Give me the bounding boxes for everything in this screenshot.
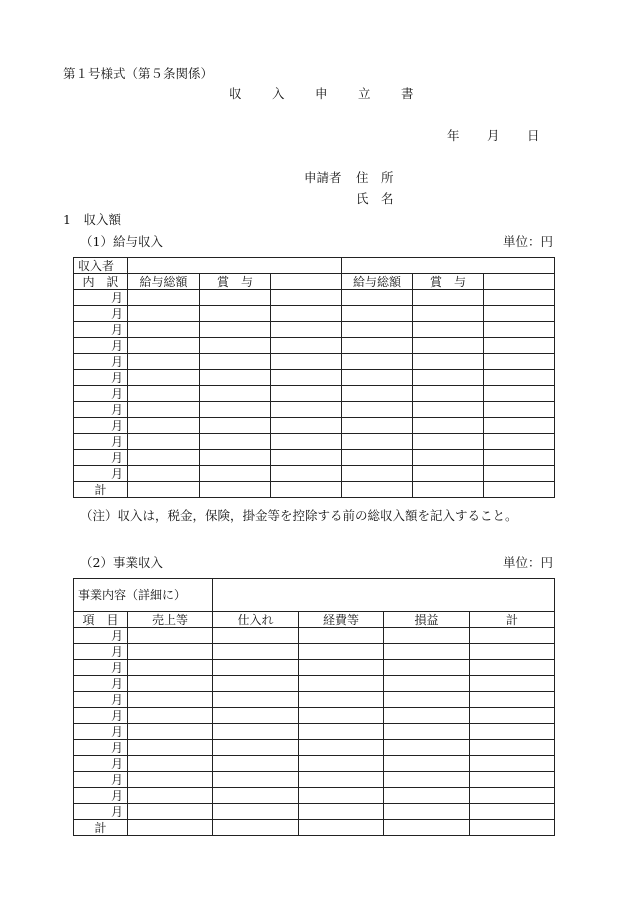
business-input-cell[interactable] — [384, 628, 470, 644]
salary-input-cell[interactable] — [271, 338, 342, 354]
business-input-cell[interactable] — [213, 756, 299, 772]
business-input-cell[interactable] — [470, 740, 555, 756]
gross-header: 給与総額 — [342, 274, 413, 290]
business-input-cell[interactable] — [384, 756, 470, 772]
month-label: 月 — [74, 708, 128, 724]
salary-input-cell[interactable] — [342, 466, 413, 482]
date-day: 日 — [527, 128, 540, 143]
salary-month-row — [74, 338, 555, 354]
business-input-cell[interactable] — [213, 740, 299, 756]
month-label: 月 — [74, 370, 128, 386]
salary-input-cell[interactable] — [484, 466, 555, 482]
business-input-cell[interactable] — [384, 788, 470, 804]
title-char: 入 — [272, 86, 285, 101]
business-month-row — [74, 628, 555, 644]
total-label: 計 — [74, 482, 128, 498]
salary-input-cell[interactable] — [342, 402, 413, 418]
salary-total-cell[interactable] — [271, 482, 342, 498]
month-label: 月 — [74, 804, 128, 820]
business-input-cell[interactable] — [470, 708, 555, 724]
salary-input-cell[interactable] — [128, 386, 200, 402]
salary-input-cell[interactable] — [128, 338, 200, 354]
business-input-cell[interactable] — [213, 772, 299, 788]
salary-input-cell[interactable] — [200, 306, 271, 322]
business-input-cell[interactable] — [213, 628, 299, 644]
business-input-cell[interactable] — [128, 804, 213, 820]
month-label: 月 — [74, 724, 128, 740]
business-input-cell[interactable] — [213, 660, 299, 676]
business-month-row — [74, 692, 555, 708]
business-input-cell[interactable] — [470, 724, 555, 740]
business-input-cell[interactable] — [213, 692, 299, 708]
business-input-cell[interactable] — [384, 708, 470, 724]
salary-total-cell[interactable] — [128, 482, 200, 498]
salary-input-cell[interactable] — [413, 306, 484, 322]
salary-input-cell[interactable] — [342, 418, 413, 434]
business-input-cell[interactable] — [299, 644, 384, 660]
salary-month-row — [74, 402, 555, 418]
salary-table — [73, 257, 555, 498]
business-input-cell[interactable] — [128, 772, 213, 788]
business-month-row — [74, 660, 555, 676]
salary-input-cell[interactable] — [342, 450, 413, 466]
salary-input-cell[interactable] — [413, 338, 484, 354]
month-label: 月 — [74, 772, 128, 788]
month-label: 月 — [74, 354, 128, 370]
month-label: 月 — [74, 644, 128, 660]
business-input-cell[interactable] — [470, 772, 555, 788]
business-total-cell[interactable] — [299, 820, 384, 836]
blank-header[interactable] — [271, 274, 342, 290]
business-input-cell[interactable] — [213, 724, 299, 740]
business-input-cell[interactable] — [470, 644, 555, 660]
salary-input-cell[interactable] — [413, 402, 484, 418]
salary-input-cell[interactable] — [200, 386, 271, 402]
salary-total-cell[interactable] — [413, 482, 484, 498]
business-content-input[interactable] — [213, 579, 555, 612]
salary-total-cell[interactable] — [200, 482, 271, 498]
salary-month-row — [74, 386, 555, 402]
business-input-cell[interactable] — [128, 708, 213, 724]
business-input-cell[interactable] — [384, 740, 470, 756]
salary-input-cell[interactable] — [271, 322, 342, 338]
salary-input-cell[interactable] — [271, 354, 342, 370]
salary-input-cell[interactable] — [413, 322, 484, 338]
business-input-cell[interactable] — [470, 660, 555, 676]
salary-input-cell[interactable] — [200, 434, 271, 450]
salary-input-cell[interactable] — [413, 450, 484, 466]
salary-input-cell[interactable] — [200, 370, 271, 386]
salary-input-cell[interactable] — [271, 466, 342, 482]
business-content-label: 事業内容（詳細に） — [74, 579, 213, 612]
salary-input-cell[interactable] — [271, 370, 342, 386]
salary-input-cell[interactable] — [342, 386, 413, 402]
salary-input-cell[interactable] — [200, 322, 271, 338]
bonus-header: 賞 与 — [413, 274, 484, 290]
earner-label: 収入者 — [74, 258, 128, 274]
profit-header: 損益 — [384, 612, 470, 628]
business-input-cell[interactable] — [213, 644, 299, 660]
date-month: 月 — [487, 128, 500, 143]
salary-earner-row — [74, 258, 555, 274]
salary-input-cell[interactable] — [484, 434, 555, 450]
month-label: 月 — [74, 788, 128, 804]
business-total-cell[interactable] — [213, 820, 299, 836]
business-input-cell[interactable] — [128, 692, 213, 708]
salary-input-cell[interactable] — [484, 338, 555, 354]
salary-input-cell[interactable] — [413, 418, 484, 434]
salary-month-row — [74, 306, 555, 322]
salary-input-cell[interactable] — [271, 418, 342, 434]
salary-input-cell[interactable] — [413, 466, 484, 482]
month-label: 月 — [74, 386, 128, 402]
business-input-cell[interactable] — [128, 756, 213, 772]
business-input-cell[interactable] — [128, 628, 213, 644]
month-label: 月 — [74, 306, 128, 322]
salary-input-cell[interactable] — [128, 450, 200, 466]
business-month-row — [74, 772, 555, 788]
business-input-cell[interactable] — [384, 724, 470, 740]
salary-input-cell[interactable] — [128, 322, 200, 338]
salary-input-cell[interactable] — [342, 322, 413, 338]
month-label: 月 — [74, 676, 128, 692]
salary-month-row — [74, 450, 555, 466]
business-input-cell[interactable] — [384, 804, 470, 820]
salary-input-cell[interactable] — [413, 434, 484, 450]
title-char: 収 — [229, 86, 242, 101]
gross-header: 給与総額 — [128, 274, 200, 290]
salary-input-cell[interactable] — [484, 322, 555, 338]
business-total-row — [74, 820, 555, 836]
business-input-cell[interactable] — [128, 676, 213, 692]
business-input-cell[interactable] — [470, 628, 555, 644]
business-content-row — [74, 579, 555, 612]
business-input-cell[interactable] — [299, 628, 384, 644]
business-input-cell[interactable] — [213, 788, 299, 804]
business-input-cell[interactable] — [299, 756, 384, 772]
salary-header-row — [74, 274, 555, 290]
business-heading: （2）事業収入 — [80, 555, 163, 570]
salary-month-row — [74, 466, 555, 482]
business-input-cell[interactable] — [470, 756, 555, 772]
business-total-cell[interactable] — [470, 820, 555, 836]
salary-note: （注）収入は，税金，保険，掛金等を控除する前の総収入額を記入すること。 — [80, 508, 518, 523]
month-label: 月 — [74, 756, 128, 772]
date-line — [447, 130, 540, 143]
salary-input-cell[interactable] — [484, 386, 555, 402]
month-label: 月 — [74, 740, 128, 756]
business-input-cell[interactable] — [470, 676, 555, 692]
salary-month-row — [74, 370, 555, 386]
business-unit: 単位：円 — [503, 555, 554, 570]
business-month-row — [74, 724, 555, 740]
business-input-cell[interactable] — [470, 788, 555, 804]
applicant-address-label: 住 所 — [356, 170, 394, 185]
salary-input-cell[interactable] — [271, 434, 342, 450]
salary-input-cell[interactable] — [200, 290, 271, 306]
salary-month-row — [74, 322, 555, 338]
salary-input-cell[interactable] — [484, 306, 555, 322]
salary-input-cell[interactable] — [271, 306, 342, 322]
salary-input-cell[interactable] — [128, 434, 200, 450]
salary-total-cell[interactable] — [484, 482, 555, 498]
item-header: 項 目 — [74, 612, 128, 628]
business-input-cell[interactable] — [470, 692, 555, 708]
business-input-cell[interactable] — [299, 724, 384, 740]
business-month-row — [74, 788, 555, 804]
salary-input-cell[interactable] — [342, 338, 413, 354]
salary-input-cell[interactable] — [342, 434, 413, 450]
business-input-cell[interactable] — [299, 804, 384, 820]
business-month-row — [74, 756, 555, 772]
month-label: 月 — [74, 402, 128, 418]
business-month-row — [74, 644, 555, 660]
salary-heading: （1）給与収入 — [80, 234, 163, 249]
business-total-cell[interactable] — [384, 820, 470, 836]
business-input-cell[interactable] — [299, 740, 384, 756]
salary-input-cell[interactable] — [200, 354, 271, 370]
purchase-header: 仕入れ — [213, 612, 299, 628]
business-input-cell[interactable] — [213, 676, 299, 692]
month-label: 月 — [74, 322, 128, 338]
salary-input-cell[interactable] — [200, 402, 271, 418]
salary-total-row — [74, 482, 555, 498]
business-input-cell[interactable] — [299, 788, 384, 804]
business-input-cell[interactable] — [128, 740, 213, 756]
business-month-row — [74, 708, 555, 724]
business-input-cell[interactable] — [299, 772, 384, 788]
salary-input-cell[interactable] — [200, 338, 271, 354]
salary-input-cell[interactable] — [342, 290, 413, 306]
salary-input-cell[interactable] — [200, 418, 271, 434]
salary-month-row — [74, 434, 555, 450]
salary-input-cell[interactable] — [342, 354, 413, 370]
salary-input-cell[interactable] — [484, 402, 555, 418]
business-input-cell[interactable] — [299, 660, 384, 676]
month-label: 月 — [74, 660, 128, 676]
business-table — [73, 578, 555, 836]
month-label: 月 — [74, 418, 128, 434]
salary-input-cell[interactable] — [128, 370, 200, 386]
month-label: 月 — [74, 466, 128, 482]
business-input-cell[interactable] — [299, 676, 384, 692]
salary-input-cell[interactable] — [484, 290, 555, 306]
earner-name-cell-1[interactable] — [128, 258, 342, 274]
salary-input-cell[interactable] — [200, 450, 271, 466]
salary-input-cell[interactable] — [271, 450, 342, 466]
salary-input-cell[interactable] — [342, 370, 413, 386]
business-total-cell[interactable] — [128, 820, 213, 836]
business-input-cell[interactable] — [213, 804, 299, 820]
business-input-cell[interactable] — [213, 708, 299, 724]
business-input-cell[interactable] — [384, 692, 470, 708]
salary-input-cell[interactable] — [484, 370, 555, 386]
page-title — [229, 88, 444, 101]
business-header-row — [74, 612, 555, 628]
sum-header: 計 — [470, 612, 555, 628]
salary-input-cell[interactable] — [342, 306, 413, 322]
business-input-cell[interactable] — [128, 788, 213, 804]
salary-input-cell[interactable] — [484, 418, 555, 434]
month-label: 月 — [74, 628, 128, 644]
salary-input-cell[interactable] — [271, 290, 342, 306]
applicant-label: 申請者 — [304, 170, 342, 185]
salary-input-cell[interactable] — [484, 354, 555, 370]
title-char: 立 — [358, 86, 371, 101]
salary-input-cell[interactable] — [128, 418, 200, 434]
salary-input-cell[interactable] — [413, 354, 484, 370]
business-month-row — [74, 676, 555, 692]
date-year: 年 — [447, 128, 460, 143]
earner-name-cell-2[interactable] — [342, 258, 555, 274]
salary-input-cell[interactable] — [413, 386, 484, 402]
form-number: 第１号様式（第５条関係） — [63, 66, 214, 81]
salary-input-cell[interactable] — [484, 450, 555, 466]
business-input-cell[interactable] — [384, 660, 470, 676]
salary-unit: 単位：円 — [503, 234, 554, 249]
business-month-row — [74, 740, 555, 756]
month-label: 月 — [74, 434, 128, 450]
business-input-cell[interactable] — [128, 644, 213, 660]
salary-input-cell[interactable] — [200, 466, 271, 482]
business-input-cell[interactable] — [128, 724, 213, 740]
salary-input-cell[interactable] — [128, 354, 200, 370]
title-char: 書 — [401, 86, 414, 101]
business-input-cell[interactable] — [384, 676, 470, 692]
breakdown-header: 内 訳 — [74, 274, 128, 290]
business-input-cell[interactable] — [384, 772, 470, 788]
business-input-cell[interactable] — [470, 804, 555, 820]
sales-header: 売上等 — [128, 612, 213, 628]
business-month-row — [74, 804, 555, 820]
salary-month-row — [74, 418, 555, 434]
business-input-cell[interactable] — [299, 692, 384, 708]
total-label: 計 — [74, 820, 128, 836]
bonus-header: 賞 与 — [200, 274, 271, 290]
salary-input-cell[interactable] — [128, 402, 200, 418]
salary-input-cell[interactable] — [413, 370, 484, 386]
blank-header[interactable] — [484, 274, 555, 290]
salary-input-cell[interactable] — [128, 466, 200, 482]
business-input-cell[interactable] — [384, 644, 470, 660]
salary-input-cell[interactable] — [271, 402, 342, 418]
salary-input-cell[interactable] — [128, 290, 200, 306]
expense-header: 経費等 — [299, 612, 384, 628]
applicant-name-label: 氏 名 — [356, 191, 394, 206]
salary-input-cell[interactable] — [271, 386, 342, 402]
section-income-heading: 1 収入額 — [63, 212, 121, 227]
month-label: 月 — [74, 290, 128, 306]
salary-month-row — [74, 354, 555, 370]
salary-total-cell[interactable] — [342, 482, 413, 498]
business-input-cell[interactable] — [128, 660, 213, 676]
title-char: 申 — [315, 86, 328, 101]
salary-input-cell[interactable] — [413, 290, 484, 306]
salary-input-cell[interactable] — [128, 306, 200, 322]
month-label: 月 — [74, 338, 128, 354]
salary-month-row — [74, 290, 555, 306]
month-label: 月 — [74, 692, 128, 708]
month-label: 月 — [74, 450, 128, 466]
business-input-cell[interactable] — [299, 708, 384, 724]
